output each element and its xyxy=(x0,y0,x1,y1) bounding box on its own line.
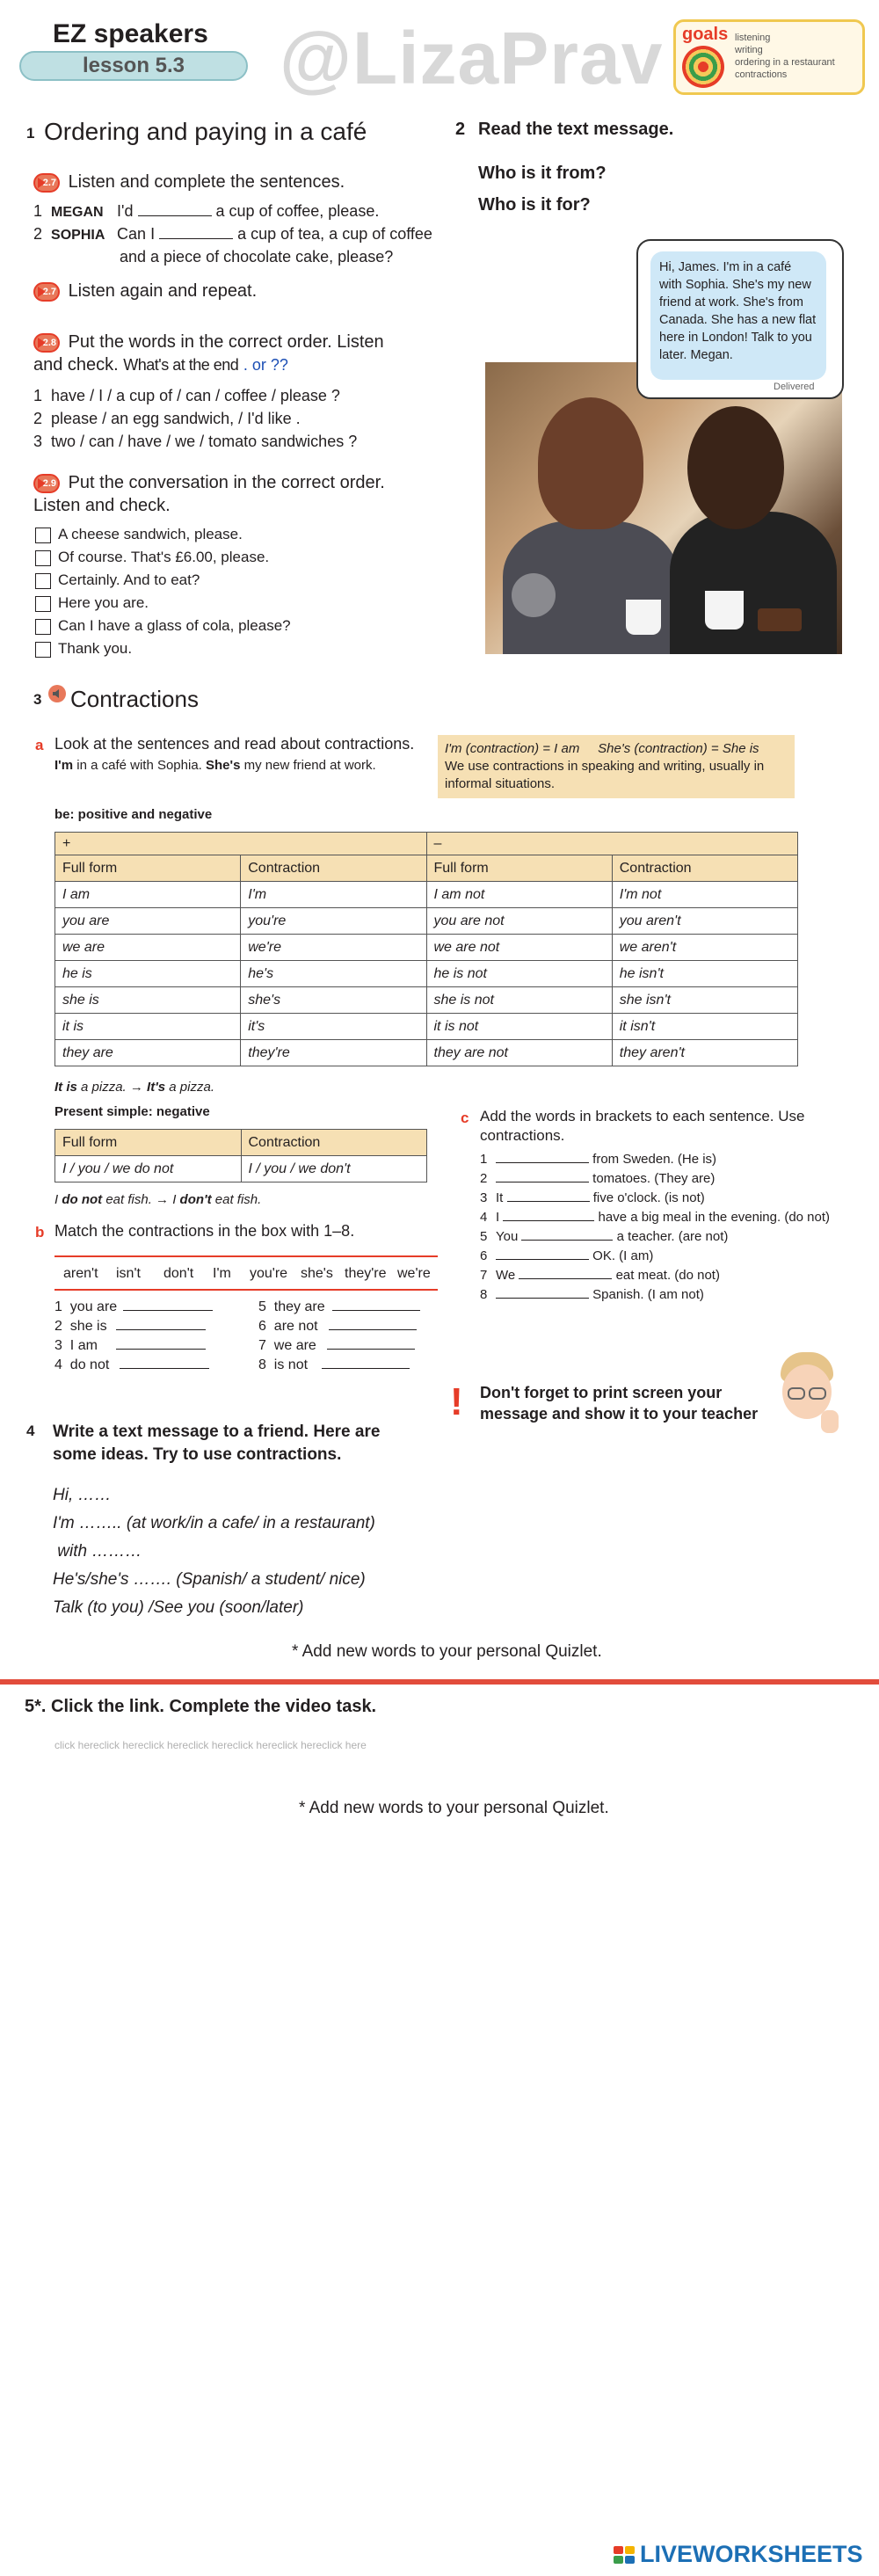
exercise-3b-letter: b xyxy=(35,1224,45,1241)
add-item xyxy=(480,1171,715,1186)
table-cell: I / you / we do not xyxy=(55,1156,242,1182)
idea-line: Talk (to you) /See you (soon/later) xyxy=(53,1598,304,1617)
contractions-word-box xyxy=(54,1255,438,1291)
section-2-instruction: Read the text message. xyxy=(478,120,674,139)
sentence-end: a cup of tea, a cup of coffee xyxy=(237,225,432,243)
goal-item: contractions xyxy=(735,69,788,80)
item-number: 8 xyxy=(480,1287,488,1302)
match-prompt: are not xyxy=(273,1319,318,1334)
order-words: have / I / a cup of / can / coffee / please ? xyxy=(51,387,340,404)
match-item xyxy=(258,1319,417,1335)
exercise-1a-instruction: Listen and complete the sentences. xyxy=(68,172,345,192)
video-link[interactable]: click here xyxy=(98,1739,144,1751)
table-cell: I'm not xyxy=(612,882,797,908)
present-simple-negative-table xyxy=(54,1129,427,1182)
match-item xyxy=(258,1299,420,1315)
idea-line: I'm …….. (at work/in a cafe/ in a restaurant) xyxy=(53,1514,375,1532)
column-header: Full form xyxy=(55,1130,242,1156)
section-4-instruction-cont: some ideas. Try to use contractions. xyxy=(53,1445,342,1464)
liveworksheets-logo-icon xyxy=(614,2546,636,2565)
example-full: It is xyxy=(54,1080,77,1095)
order-words: please / an egg sandwich, / I'd like . xyxy=(51,410,301,427)
item-number: 4 xyxy=(480,1210,488,1225)
table-row xyxy=(55,961,798,987)
exclamation-icon: ! xyxy=(450,1380,463,1423)
table-cell: you aren't xyxy=(612,908,797,935)
match-item xyxy=(54,1357,209,1373)
item-number: 3 xyxy=(54,1338,62,1353)
exercise-1c-extra: What's at the end xyxy=(123,356,239,374)
play-icon xyxy=(512,573,556,617)
video-link[interactable]: click here xyxy=(232,1739,278,1751)
answer-blank[interactable] xyxy=(521,1240,613,1241)
column-header: Full form xyxy=(55,855,241,882)
reminder-line-1: Don't forget to print screen your xyxy=(480,1384,723,1401)
table-cell: she is not xyxy=(426,987,612,1014)
section-4-instruction: Write a text message to a friend. Here are xyxy=(53,1423,381,1441)
video-links xyxy=(54,1739,367,1751)
add-item xyxy=(480,1268,720,1283)
sentence-start: You xyxy=(496,1229,519,1244)
item-number: 1 xyxy=(54,1299,62,1314)
answer-blank[interactable] xyxy=(123,1310,213,1311)
table-cell: you're xyxy=(241,908,426,935)
goals-label: goals xyxy=(682,25,729,44)
section-3-number: 3 xyxy=(33,691,42,708)
box-word: I'm xyxy=(213,1266,231,1281)
audio-play-icon[interactable] xyxy=(33,333,60,353)
delivered-status: Delivered xyxy=(774,382,815,392)
table-row xyxy=(55,1156,427,1182)
match-item xyxy=(258,1357,410,1373)
match-prompt: she is xyxy=(69,1319,107,1334)
box-word: aren't xyxy=(63,1266,98,1281)
speaker-icon[interactable] xyxy=(47,684,67,703)
table-cell: she is xyxy=(55,987,241,1014)
conversation-line: A cheese sandwich, please. xyxy=(58,526,243,542)
section-4-number: 4 xyxy=(26,1423,35,1439)
box-word: isn't xyxy=(116,1266,141,1281)
negative-table-title: Present simple: negative xyxy=(54,1104,210,1119)
match-prompt: you are xyxy=(69,1299,118,1314)
question-from: Who is it from? xyxy=(478,164,607,183)
answer-blank[interactable] xyxy=(503,1220,594,1221)
column-header: Contraction xyxy=(241,1130,427,1156)
sentence-start: Can I xyxy=(117,225,156,243)
track-number: 2.9 xyxy=(42,477,56,489)
answer-blank[interactable] xyxy=(507,1201,590,1202)
item-number: 8 xyxy=(258,1357,266,1372)
goal-item: listening xyxy=(735,33,771,43)
track-number: 2.7 xyxy=(42,286,56,297)
answer-blank[interactable] xyxy=(327,1349,415,1350)
order-checkbox[interactable] xyxy=(35,596,51,612)
quizlet-reminder: * Add new words to your personal Quizlet. xyxy=(292,1642,602,1661)
order-item xyxy=(33,433,357,451)
sentence-end: a cup of coffee, please. xyxy=(215,202,380,220)
section-1-title: Ordering and paying in a café xyxy=(44,118,367,145)
order-checkbox[interactable] xyxy=(35,573,51,589)
table-row xyxy=(55,882,798,908)
exercise-1c-instruction: Put the words in the correct order. Listen xyxy=(68,332,384,352)
table-row xyxy=(55,1014,798,1040)
box-word: you're xyxy=(250,1266,288,1281)
video-link[interactable]: click here xyxy=(143,1739,189,1751)
table-cell: they are not xyxy=(426,1040,612,1066)
box-word: don't xyxy=(163,1266,194,1281)
pizza-example xyxy=(54,1080,214,1095)
conversation-line: Here you are. xyxy=(58,594,149,611)
be-contractions-table xyxy=(54,832,798,1066)
track-number: 2.8 xyxy=(42,337,56,348)
table-row xyxy=(55,935,798,961)
item-number: 2 xyxy=(33,410,43,427)
conversation-line: Certainly. And to eat? xyxy=(58,571,200,588)
match-prompt: they are xyxy=(273,1299,325,1314)
column-header: Contraction xyxy=(241,855,426,882)
section-3-title: Contractions xyxy=(70,686,199,712)
sentence-end: OK. (I am) xyxy=(592,1248,654,1263)
exercise-1d-instruction: Put the conversation in the correct order. xyxy=(68,473,385,492)
table-cell: we're xyxy=(241,935,426,961)
answer-blank[interactable] xyxy=(329,1329,417,1330)
item-number: 2 xyxy=(54,1319,62,1334)
example-text: I xyxy=(54,1192,62,1207)
exercise-3c-instruction-cont: contractions. xyxy=(480,1127,565,1144)
add-item xyxy=(480,1152,716,1167)
sentence-end: Spanish. (I am not) xyxy=(592,1287,704,1302)
video-link[interactable]: click here xyxy=(322,1739,367,1751)
example-contraction: don't xyxy=(179,1192,212,1207)
example-contraction: I'm xyxy=(54,758,74,773)
table-cell: we are not xyxy=(426,935,612,961)
table-cell: they are xyxy=(55,1040,241,1066)
table-cell: he is xyxy=(55,961,241,987)
goals-list xyxy=(735,32,835,81)
exercise-3c-letter: c xyxy=(461,1110,469,1126)
sentence-end: a teacher. (are not) xyxy=(616,1229,729,1244)
item-number: 7 xyxy=(258,1338,266,1353)
sentence-start: I'd xyxy=(117,202,134,220)
item-number: 4 xyxy=(54,1357,62,1372)
add-item xyxy=(480,1210,830,1225)
order-words: two / can / have / we / tomato sandwiches ? xyxy=(51,433,358,450)
order-checkbox[interactable] xyxy=(35,619,51,635)
box-word: she's xyxy=(301,1266,333,1281)
worksheet-title: EZ speakers xyxy=(53,19,208,48)
column-header: Contraction xyxy=(612,855,797,882)
quizlet-reminder: * Add new words to your personal Quizlet. xyxy=(299,1799,609,1817)
author-watermark: @LizaPrav xyxy=(280,17,664,99)
reminder-line-2: message and show it to your teacher xyxy=(480,1405,759,1423)
table-cell: you are xyxy=(55,908,241,935)
answer-blank[interactable] xyxy=(496,1259,589,1260)
match-prompt: is not xyxy=(273,1357,309,1372)
exercise-3c-instruction: Add the words in brackets to each sentence. Use xyxy=(480,1108,805,1124)
item-number: 3 xyxy=(33,433,43,450)
item-number: 2 xyxy=(33,225,43,243)
item-number: 1 xyxy=(33,202,43,220)
table-cell: I am not xyxy=(426,882,612,908)
fish-example xyxy=(54,1192,261,1207)
answer-blank[interactable] xyxy=(519,1278,612,1279)
order-item xyxy=(33,410,301,428)
target-icon xyxy=(682,46,724,88)
table-row xyxy=(55,908,798,935)
conversation-line: Of course. That's £6.00, please. xyxy=(58,549,270,565)
item-number: 1 xyxy=(33,387,43,404)
match-prompt: do not xyxy=(69,1357,110,1372)
text-message-bubble: Hi, James. I'm in a café with Sophia. She's my new friend at work. She's from Canada. She has a new flat here in London! Talk to you later. Megan. xyxy=(650,251,826,380)
table-cell: he isn't xyxy=(612,961,797,987)
note-usage: We use contractions in speaking and writing, usually in informal situations. xyxy=(445,759,765,791)
speaker-name: SOPHIA xyxy=(51,228,105,243)
add-item xyxy=(480,1190,705,1205)
table-cell: it is not xyxy=(426,1014,612,1040)
column-header: Full form xyxy=(426,855,612,882)
table-row xyxy=(55,1040,798,1066)
answer-blank[interactable] xyxy=(496,1298,589,1299)
match-prompt: I am xyxy=(69,1338,98,1353)
answer-blank[interactable] xyxy=(138,215,212,216)
audio-play-icon[interactable] xyxy=(33,474,60,493)
add-item xyxy=(480,1287,704,1302)
idea-line: He's/she's ……. (Spanish/ a student/ nice) xyxy=(53,1570,366,1589)
section-1-number: 1 xyxy=(26,125,35,142)
example-contraction: She's xyxy=(206,758,241,773)
exercise-1c-punctuation: . or ?? xyxy=(243,356,288,374)
match-item xyxy=(54,1338,206,1354)
goal-item: ordering in a restaurant xyxy=(735,57,835,68)
box-word: they're xyxy=(345,1266,387,1281)
box-word: we're xyxy=(397,1266,431,1281)
table-cell: I'm xyxy=(241,882,426,908)
order-checkbox[interactable] xyxy=(35,550,51,566)
sentence-continuation: and a piece of chocolate cake, please? xyxy=(120,248,394,266)
track-number: 2.7 xyxy=(42,177,56,188)
note-shes: She's (contraction) = She is xyxy=(598,741,759,756)
order-checkbox[interactable] xyxy=(35,528,51,543)
liveworksheets-logo[interactable]: LIVEWORKSHEETS xyxy=(640,2541,863,2567)
item-number: 2 xyxy=(480,1171,488,1186)
table-cell: we aren't xyxy=(612,935,797,961)
table-cell: it is xyxy=(55,1014,241,1040)
table-cell: they're xyxy=(241,1040,426,1066)
table-cell: we are xyxy=(55,935,241,961)
example-text: eat fish. → I xyxy=(102,1192,180,1207)
conversation-line: Can I have a glass of cola, please? xyxy=(58,617,291,634)
order-checkbox[interactable] xyxy=(35,642,51,658)
table-cell: she isn't xyxy=(612,987,797,1014)
item-number: 1 xyxy=(480,1152,488,1167)
item-number: 3 xyxy=(480,1190,488,1205)
answer-blank[interactable] xyxy=(116,1349,206,1350)
question-for: Who is it for? xyxy=(478,195,591,215)
exercise-3a-instruction: Look at the sentences and read about contractions. xyxy=(54,735,415,753)
example-text: a pizza. → xyxy=(76,1080,148,1095)
example-text: a pizza. xyxy=(165,1080,214,1095)
answer-blank[interactable] xyxy=(116,1329,206,1330)
teacher-avatar-icon xyxy=(777,1349,839,1437)
speaker-name: MEGAN xyxy=(51,205,104,220)
match-item xyxy=(54,1299,213,1315)
item-number: 5 xyxy=(258,1299,266,1314)
item-number: 7 xyxy=(480,1268,488,1283)
table-row xyxy=(55,987,798,1014)
match-item xyxy=(258,1338,415,1354)
table-cell: I am xyxy=(55,882,241,908)
sentence-start: I xyxy=(496,1210,500,1225)
item-number: 5 xyxy=(480,1229,488,1244)
table-cell: you are not xyxy=(426,908,612,935)
table-cell: she's xyxy=(241,987,426,1014)
sentence-end: five o'clock. (is not) xyxy=(592,1190,705,1205)
sentence-end: eat meat. (do not) xyxy=(615,1268,720,1283)
note-im: I'm (contraction) = I am xyxy=(445,741,580,756)
sentence-start: We xyxy=(496,1268,516,1283)
item-number: 6 xyxy=(258,1319,266,1334)
exercise-1d-instruction-cont: Listen and check. xyxy=(33,496,171,515)
section-5-title: 5*. Click the link. Complete the video task. xyxy=(25,1697,377,1716)
answer-blank[interactable] xyxy=(322,1368,410,1369)
positive-sign: + xyxy=(55,833,427,855)
answer-blank[interactable] xyxy=(120,1368,209,1369)
sentence-item xyxy=(33,202,379,221)
lesson-badge: lesson 5.3 xyxy=(19,51,248,81)
idea-line: with ……… xyxy=(53,1542,142,1561)
section-2-number: 2 xyxy=(455,120,466,139)
example-text: in a café with Sophia. xyxy=(73,758,207,773)
table-cell: he is not xyxy=(426,961,612,987)
conversation-line: Thank you. xyxy=(58,640,133,657)
sentence-end: tomatoes. (They are) xyxy=(592,1171,716,1186)
video-link[interactable]: click here xyxy=(277,1739,323,1751)
negative-sign: – xyxy=(426,833,798,855)
example-contraction: It's xyxy=(147,1080,166,1095)
match-item xyxy=(54,1319,206,1335)
match-prompt: we are xyxy=(273,1338,316,1353)
example-text: eat fish. xyxy=(211,1192,262,1207)
sentence-item xyxy=(33,225,432,244)
audio-play-icon[interactable] xyxy=(33,173,60,193)
table-cell: they aren't xyxy=(612,1040,797,1066)
section-divider xyxy=(0,1679,879,1685)
order-item xyxy=(33,387,340,405)
table-cell: he's xyxy=(241,961,426,987)
idea-line: Hi, …… xyxy=(53,1486,112,1504)
exercise-3b-instruction: Match the contractions in the box with 1–8. xyxy=(54,1222,355,1240)
be-table-title: be: positive and negative xyxy=(54,807,213,822)
sentence-end: have a big meal in the evening. (do not) xyxy=(598,1210,831,1225)
example-full: do not xyxy=(62,1192,103,1207)
answer-blank[interactable] xyxy=(496,1162,589,1163)
exercise-1c-instruction-cont: and check. xyxy=(33,355,119,375)
exercise-3a-letter: a xyxy=(35,737,44,753)
table-cell: it isn't xyxy=(612,1014,797,1040)
table-cell: it's xyxy=(241,1014,426,1040)
add-item xyxy=(480,1229,728,1244)
answer-blank[interactable] xyxy=(332,1310,420,1311)
sentence-start: It xyxy=(496,1190,504,1205)
answer-blank[interactable] xyxy=(159,238,233,239)
video-link[interactable]: click here xyxy=(54,1739,99,1751)
item-number: 6 xyxy=(480,1248,488,1263)
goal-item: writing xyxy=(735,45,763,55)
contractions-note xyxy=(438,735,795,798)
add-item xyxy=(480,1248,653,1263)
sentence-end: from Sweden. (He is) xyxy=(592,1152,717,1167)
audio-play-icon[interactable] xyxy=(33,282,60,302)
table-cell: I / you / we don't xyxy=(241,1156,427,1182)
video-link[interactable]: click here xyxy=(188,1739,233,1751)
cafe-photo xyxy=(485,362,842,654)
example-text: my new friend at work. xyxy=(240,758,376,773)
exercise-1b-instruction: Listen again and repeat. xyxy=(68,281,258,301)
